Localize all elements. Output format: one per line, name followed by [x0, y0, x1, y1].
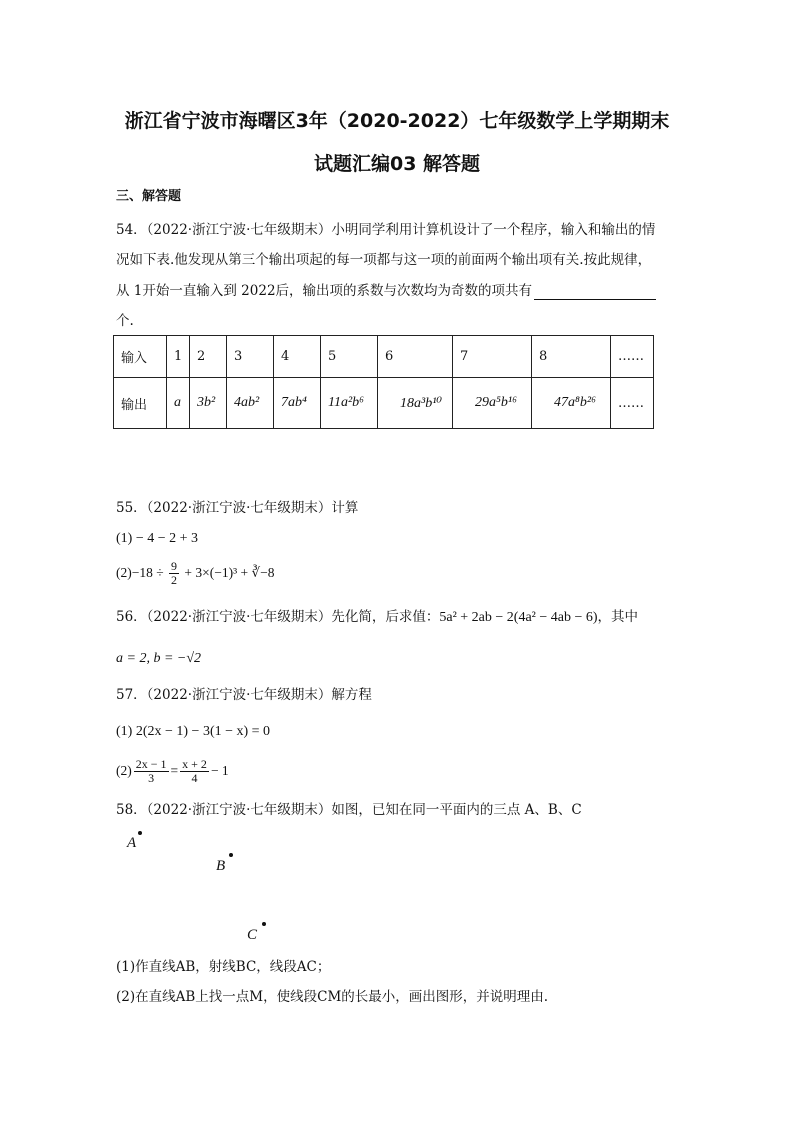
q56-intro: 56．（2022·浙江宁波·七年级期末）先化简，后求值：: [116, 609, 440, 625]
q56-expression: 5a² + 2ab − 2(4a² − 4ab − 6): [439, 610, 598, 625]
q54-line4: 个.: [116, 313, 134, 329]
q57-lhs-num: 2x − 1: [135, 757, 167, 772]
io-table: [113, 335, 654, 429]
input-label-cell: 输入: [114, 336, 167, 378]
q56-tail: ，其中: [597, 609, 639, 625]
output-cell: a: [167, 378, 190, 429]
q57-rhs-num: x + 2: [182, 757, 207, 772]
q55-fraction: [169, 560, 179, 587]
input-cell: 3: [227, 336, 274, 378]
q57-lhs-fraction: [134, 758, 169, 785]
output-cell: 4ab²: [227, 378, 274, 429]
q54-line3: [116, 282, 656, 300]
q57-rhs-tail: − 1: [210, 763, 229, 778]
q58-part1: (1)作直线AB，射线BC，线段AC；: [116, 959, 331, 975]
output-cell: 29a⁵b¹⁶: [453, 378, 532, 429]
q55-frac-den: 2: [171, 573, 178, 588]
q57-line1: 57．（2022·浙江宁波·七年级期末）解方程: [116, 687, 372, 703]
q55-part1: (1) − 4 − 2 + 3: [116, 531, 199, 546]
input-cell: 6: [378, 336, 453, 378]
q57-rhs-fraction: [180, 758, 209, 785]
q57-part2-prefix: (2): [116, 763, 132, 778]
answer-blank: [534, 285, 656, 300]
q56-line1: [116, 608, 638, 627]
q55-part2: [116, 556, 274, 590]
input-cell: 1: [167, 336, 190, 378]
table-row-output: [114, 378, 654, 429]
q55-frac-num: 9: [171, 559, 178, 574]
page-title-line2: 试题汇编03 解答题: [313, 153, 481, 175]
q56-values: a = 2, b = −√2: [116, 651, 202, 666]
q54-line2: 况如下表.他发现从第三个输出项起的每一项都与这一项的前面两个输出项有关.按此规律，: [116, 252, 652, 268]
point-a-label: A: [127, 835, 137, 851]
output-cell: 18a³b¹⁰: [378, 378, 453, 429]
q57-rhs-den: 4: [191, 771, 198, 786]
point-c-dot: [262, 922, 266, 926]
q58-part2: (2)在直线AB上找一点M，使线段CM的长最小，画出图形，并说明理由.: [116, 989, 549, 1005]
point-b-dot: [229, 853, 233, 857]
section-heading: 三、解答题: [116, 189, 182, 204]
input-cell: 2: [190, 336, 227, 378]
input-cell: 7: [453, 336, 532, 378]
q57-part1: (1) 2(2x − 1) − 3(1 − x) = 0: [116, 724, 271, 739]
output-label-cell: 输出: [114, 378, 167, 429]
input-cell: ……: [611, 336, 654, 378]
input-cell: 5: [321, 336, 378, 378]
output-cell: 47a⁸b²⁶: [532, 378, 611, 429]
output-cell: ……: [611, 378, 654, 429]
q57-equals: =: [170, 763, 179, 778]
q55-part2-prefix: (2)−18 ÷: [116, 565, 164, 580]
q55-line1: 55．（2022·浙江宁波·七年级期末）计算: [116, 500, 359, 516]
q58-line1: 58．（2022·浙江宁波·七年级期末）如图，已知在同一平面内的三点 A、B、C: [116, 802, 582, 818]
output-cell: 11a²b⁶: [321, 378, 378, 429]
point-a-dot: [138, 831, 142, 835]
page-title-line1: 浙江省宁波市海曙区3年（2020-2022）七年级数学上学期期末: [124, 110, 670, 132]
output-cell: 3b²: [190, 378, 227, 429]
point-b-label: B: [216, 858, 226, 874]
q57-part2: [116, 754, 229, 788]
point-c-label: C: [247, 927, 258, 943]
q54-line1: 54．（2022·浙江宁波·七年级期末）小明同学利用计算机设计了一个程序，输入和输出的情: [116, 222, 656, 238]
q57-lhs-den: 3: [148, 771, 155, 786]
table-row-input: [114, 336, 654, 378]
q55-part2-suffix: + 3×(−1)³ + ∛−8: [184, 565, 275, 580]
q54-line3-text: 从 1开始一直输入到 2022后，输出项的系数与次数均为奇数的项共有: [116, 283, 533, 299]
output-cell: 7ab⁴: [274, 378, 321, 429]
input-cell: 4: [274, 336, 321, 378]
input-cell: 8: [532, 336, 611, 378]
